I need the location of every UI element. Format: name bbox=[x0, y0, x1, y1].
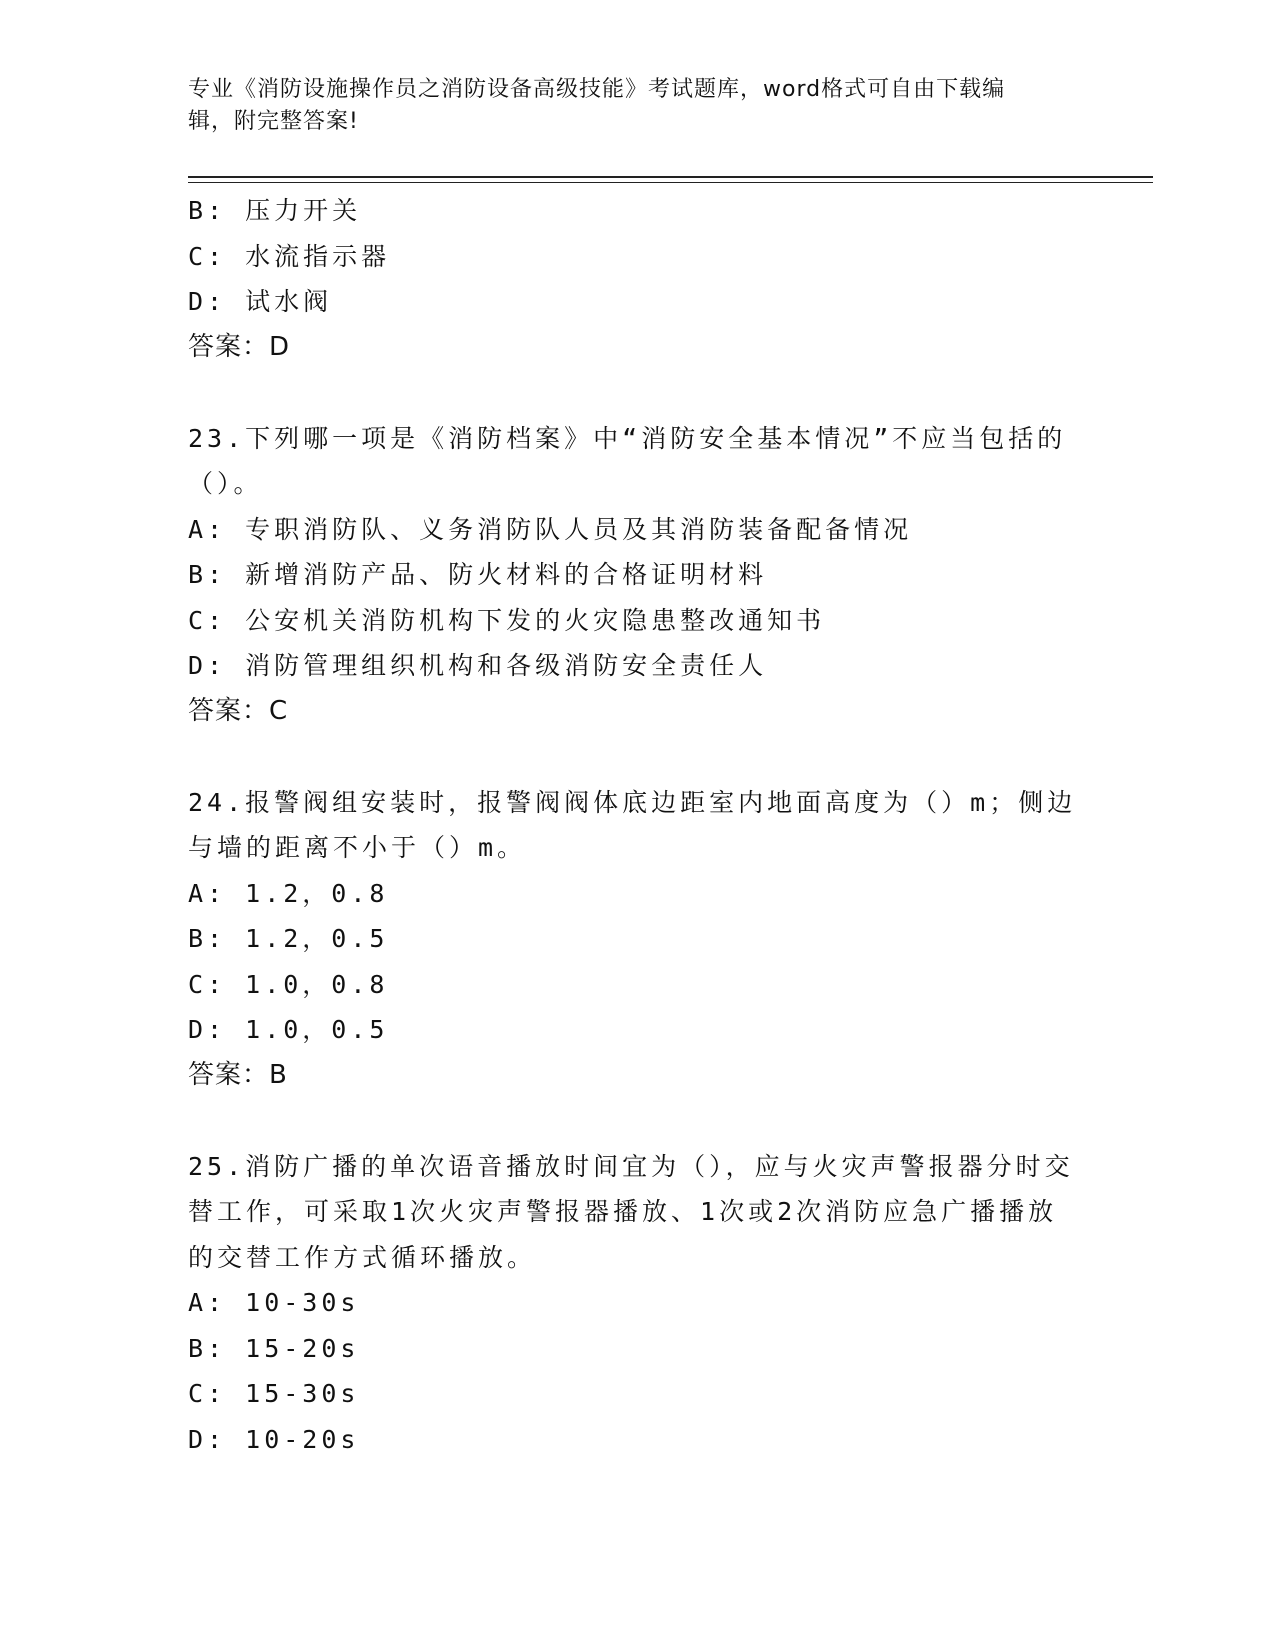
header-divider-thick bbox=[188, 176, 1153, 178]
option-b: B: 压力开关 bbox=[188, 196, 362, 225]
page-header bbox=[188, 74, 1068, 138]
spacer bbox=[188, 1098, 1088, 1144]
question-stem-line: （）。 bbox=[188, 469, 263, 498]
option-c: C: 水流指示器 bbox=[188, 241, 391, 271]
answer-text: 答案：B bbox=[188, 1059, 288, 1090]
prev-question bbox=[188, 188, 1088, 370]
option-d: D: 试水阀 bbox=[188, 287, 333, 316]
option-a: A: 1.2，0.8 bbox=[188, 878, 389, 908]
option-d: D: 1.0，0.5 bbox=[188, 1015, 389, 1044]
option-b: B: 新增消防产品、防火材料的合格证明材料 bbox=[188, 560, 768, 589]
option-c: C: 公安机关消防机构下发的火灾隐患整改通知书 bbox=[188, 605, 826, 635]
question-stem-line: 与墙的距离不小于（）m。 bbox=[188, 833, 527, 862]
option-a: A: 专职消防队、义务消防队人员及其消防装备配备情况 bbox=[188, 514, 913, 544]
question-stem-line: 25.消防广播的单次语音播放时间宜为（），应与火灾声警报器分时交 bbox=[188, 1151, 1074, 1181]
spacer bbox=[188, 370, 1088, 416]
option-c: C: 15-30s bbox=[188, 1379, 360, 1408]
spacer bbox=[188, 734, 1088, 780]
option-c: C: 1.0，0.8 bbox=[188, 969, 389, 999]
question-stem-line: 24.报警阀组安装时，报警阀阀体底边距室内地面高度为（）m；侧边 bbox=[188, 787, 1077, 817]
header-line-2: 辑，附完整答案! bbox=[188, 109, 359, 134]
option-d: D: 消防管理组织机构和各级消防安全责任人 bbox=[188, 651, 768, 680]
question-23 bbox=[188, 416, 1088, 735]
question-stem-line: 替工作，可采取1次火灾声警报器播放、1次或2次消防应急广播播放 bbox=[188, 1197, 1058, 1226]
option-a: A: 10-30s bbox=[188, 1288, 360, 1317]
option-d: D: 10-20s bbox=[188, 1424, 360, 1454]
option-b: B: 15-20s bbox=[188, 1333, 360, 1363]
answer-text: 答案：D bbox=[188, 331, 291, 362]
question-body bbox=[188, 188, 1088, 1462]
question-25 bbox=[188, 1144, 1088, 1463]
question-24 bbox=[188, 780, 1088, 1099]
answer-text: 答案：C bbox=[188, 695, 289, 726]
question-stem-line: 的交替工作方式循环播放。 bbox=[188, 1242, 537, 1272]
question-stem-line: 23.下列哪一项是《消防档案》中“消防安全基本情况”不应当包括的 bbox=[188, 423, 1067, 453]
header-divider-thin bbox=[188, 182, 1153, 183]
header-line-1: 专业《消防设施操作员之消防设备高级技能》考试题库，word格式可自由下载编 bbox=[188, 77, 1006, 102]
option-b: B: 1.2，0.5 bbox=[188, 924, 389, 953]
